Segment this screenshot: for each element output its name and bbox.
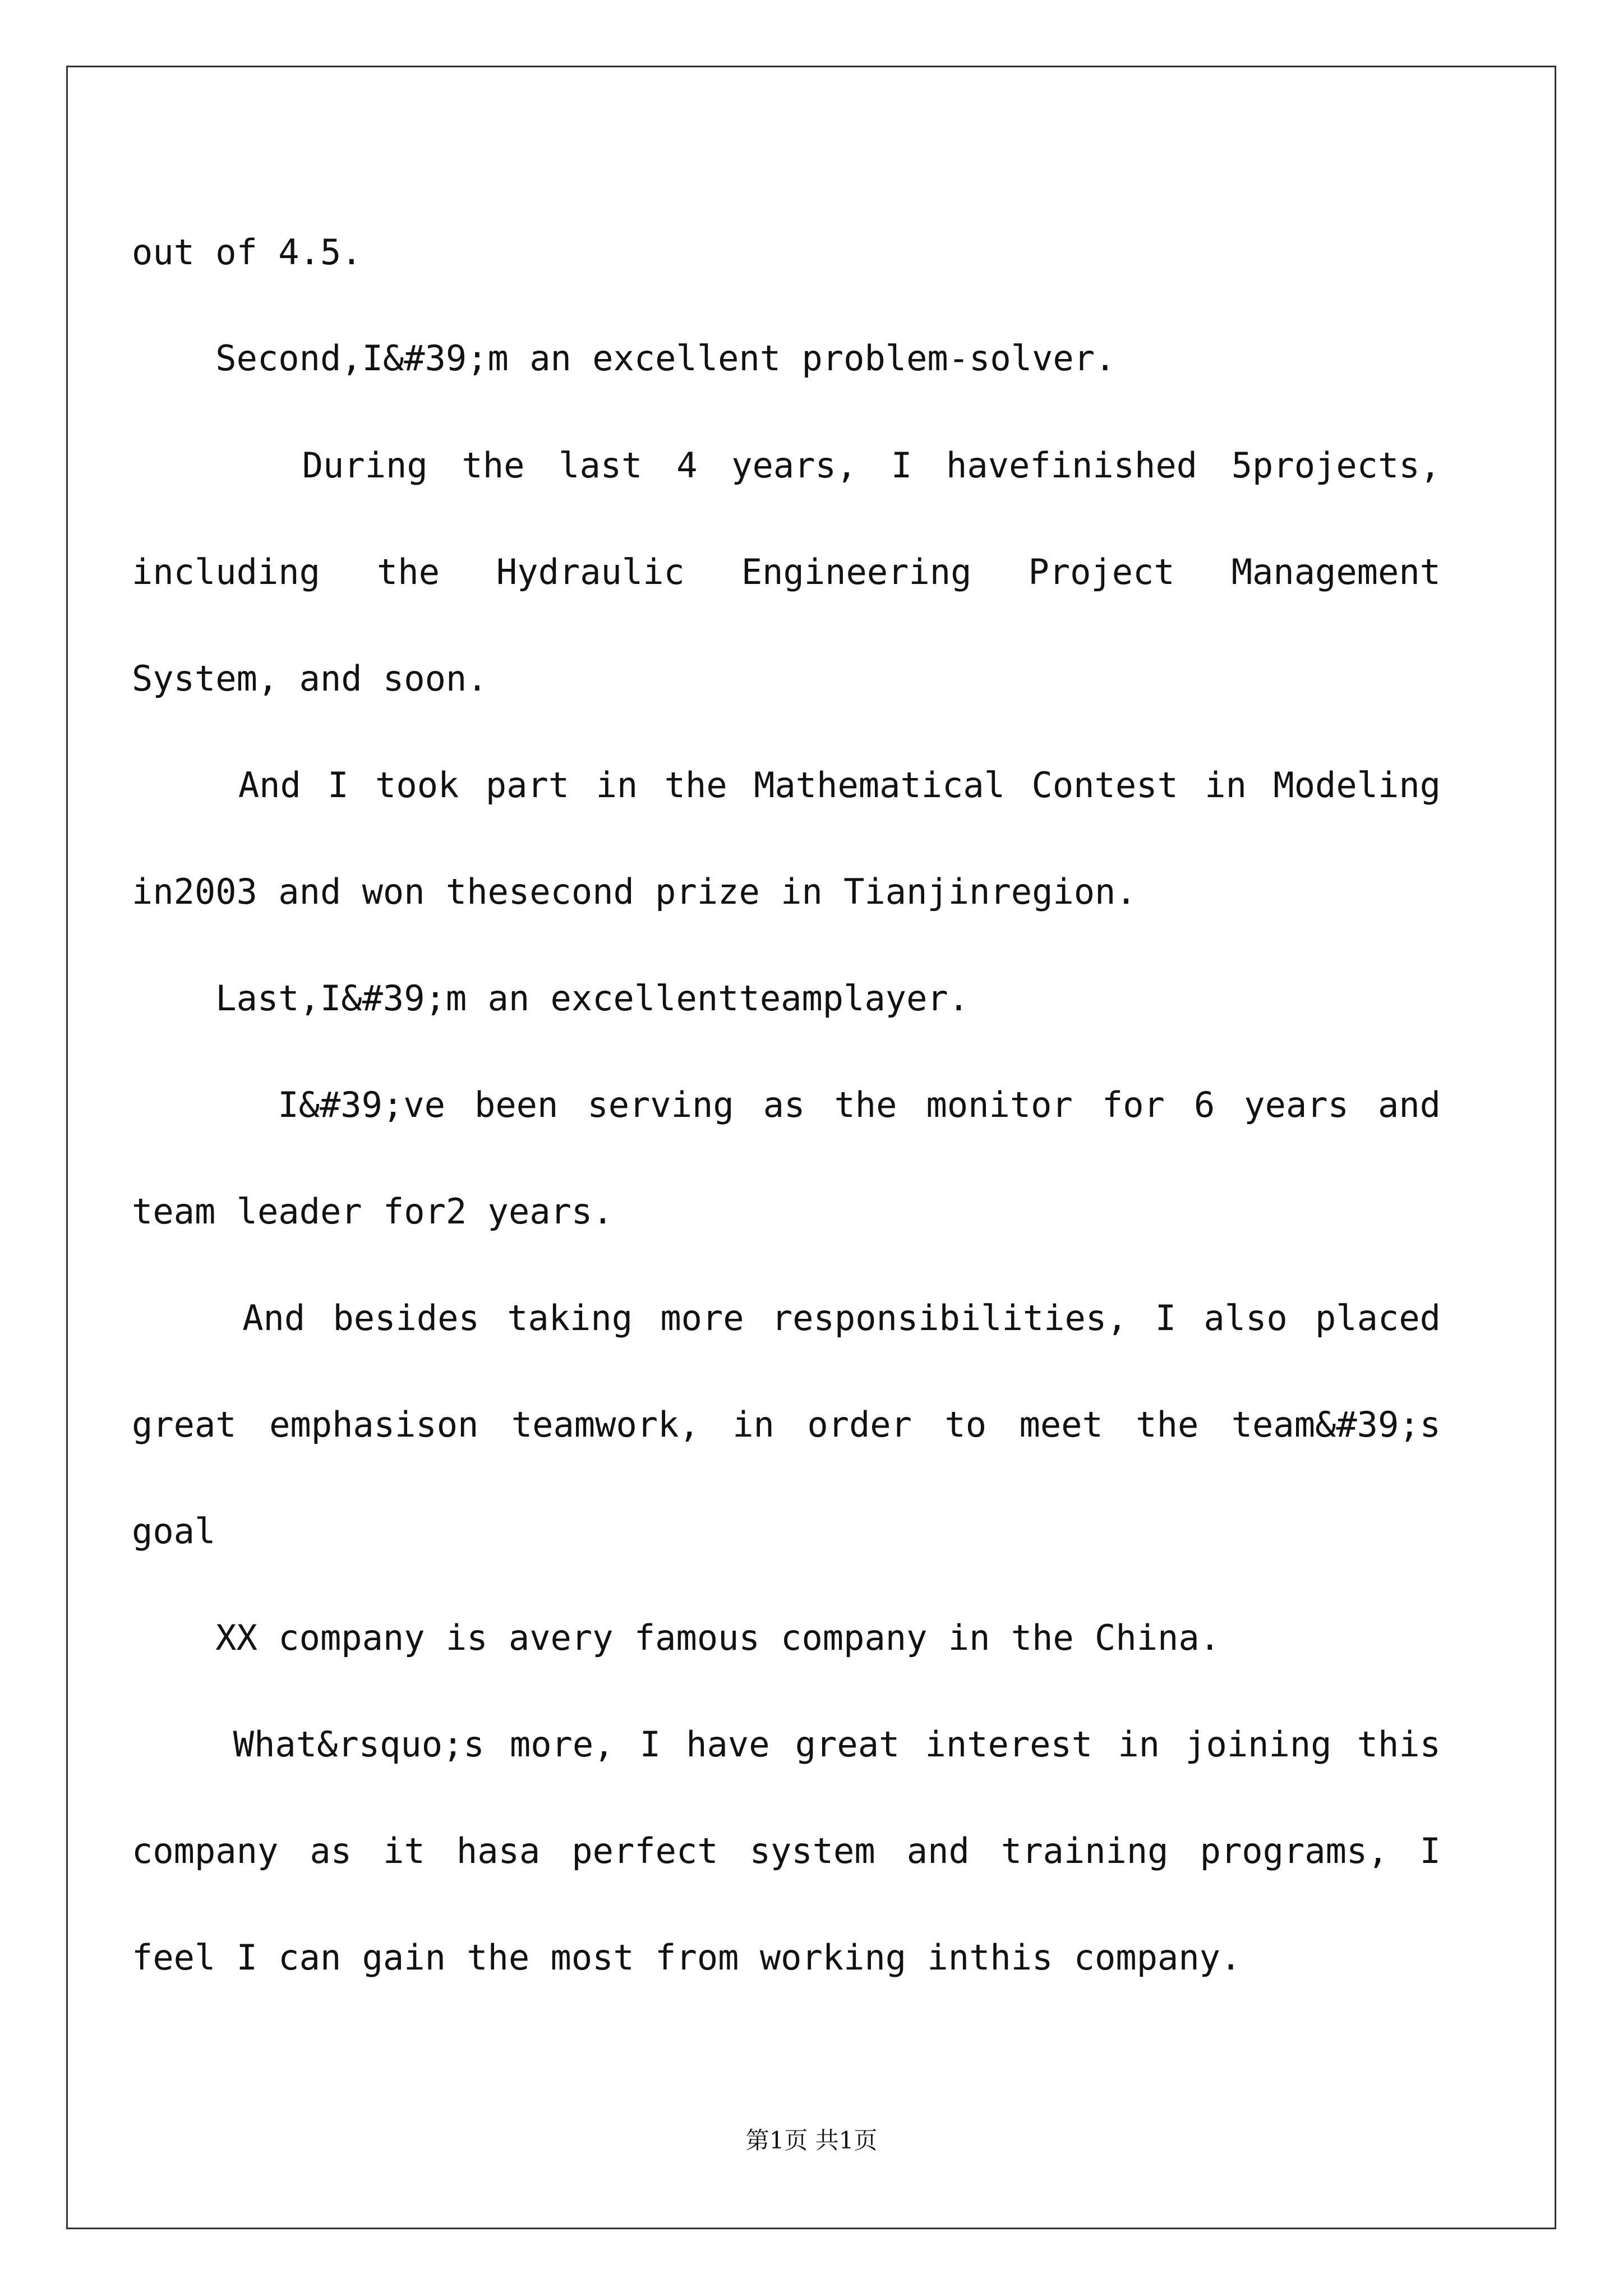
text-line: During the last 4 years, I havefinished 5projects, <box>132 445 1441 486</box>
text-line: And besides taking more responsibilities, I also placed <box>132 1297 1441 1338</box>
text-line: And I took part in the Mathematical Contest in Modeling <box>132 765 1441 806</box>
text-line: XX company is avery famous company in the China. <box>132 1617 1221 1658</box>
text-line: company as it hasa perfect system and training programs, I <box>132 1830 1441 1871</box>
text-line: including the Hydraulic Engineering Project Management <box>132 551 1441 592</box>
text-line: team leader for2 years. <box>132 1191 614 1232</box>
text-line: feel I can gain the most from working inthis company. <box>132 1937 1242 1978</box>
text-line: What&rsquo;s more, I have great interest in joining this <box>132 1724 1441 1765</box>
text-line: Second,I&#39;m an excellent problem-solver. <box>132 338 1116 379</box>
text-line: out of 4.5. <box>132 232 362 273</box>
text-line: in2003 and won thesecond prize in Tianjinregion. <box>132 871 1137 912</box>
text-line: Last,I&#39;m an excellentteamplayer. <box>132 978 970 1019</box>
page-number-footer: 第1页 共1页 <box>745 2127 878 2154</box>
text-line: goal <box>132 1511 216 1552</box>
text-line: I&#39;ve been serving as the monitor for 6 years and <box>132 1084 1441 1125</box>
page-border <box>66 66 1556 2229</box>
text-line: great emphasison teamwork, in order to meet the team&#39;s <box>132 1404 1441 1445</box>
text-line: System, and soon. <box>132 658 488 699</box>
